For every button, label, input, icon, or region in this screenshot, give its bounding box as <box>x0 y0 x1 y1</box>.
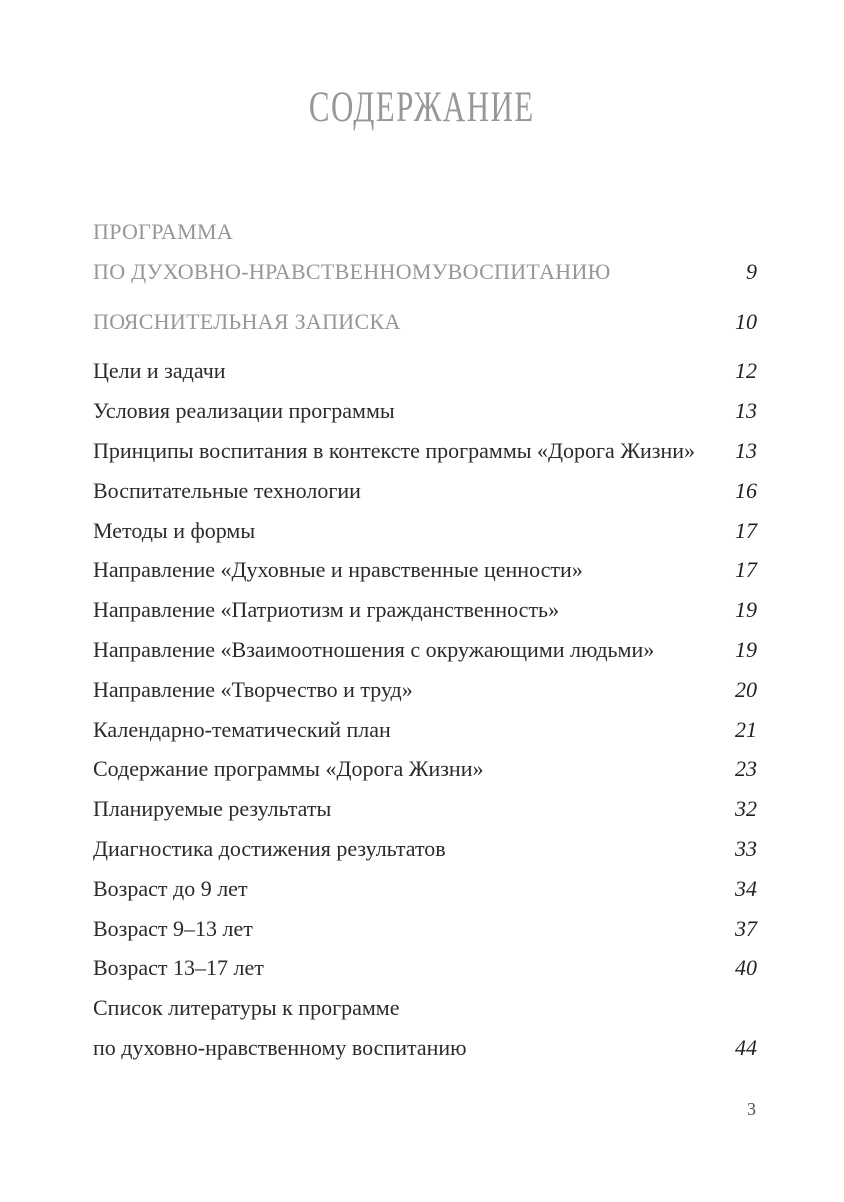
toc-entry-page: 17 <box>735 557 757 583</box>
toc-entry-page: 12 <box>735 358 757 384</box>
toc-entry <box>93 252 757 292</box>
toc-entry <box>93 829 757 869</box>
toc-entry-label: Условия реализации программы <box>93 398 395 424</box>
toc-entry <box>93 749 757 789</box>
toc-entry-page: 20 <box>735 676 757 702</box>
toc-entry <box>93 590 757 630</box>
toc-entry <box>93 1028 757 1068</box>
toc-entry-label: Направление «Патриотизм и гражданственность» <box>93 597 560 623</box>
toc-entry <box>93 511 757 551</box>
toc-entry-page: 44 <box>735 1034 757 1060</box>
toc-entry <box>93 471 757 511</box>
toc-entry <box>93 869 757 909</box>
toc-entry-page: 40 <box>735 955 757 981</box>
toc-entry <box>93 431 757 471</box>
toc-entry-page: 13 <box>735 398 757 424</box>
toc-entry <box>93 789 757 829</box>
page-title <box>0 0 844 134</box>
toc-entry <box>93 391 757 431</box>
toc-entry-page: 16 <box>735 477 757 503</box>
toc-entry <box>93 988 757 1028</box>
toc-entry-label: Направление «Духовные и нравственные ценности» <box>93 557 583 583</box>
toc-entry <box>93 351 757 391</box>
footer-page-number: 3 <box>747 1099 756 1119</box>
toc-entry-page: 21 <box>735 716 757 742</box>
toc-entry-page: 19 <box>735 636 757 662</box>
toc-entry-page: 10 <box>735 308 757 334</box>
toc-entry-label: Планируемые результаты <box>93 796 332 822</box>
toc-entry <box>93 630 757 670</box>
toc-entry <box>93 550 757 590</box>
toc-entry-label: по духовно-нравственному воспитанию <box>93 1034 467 1060</box>
toc-entry-label: ПОЯСНИТЕЛЬНАЯ ЗАПИСКА <box>93 308 401 334</box>
toc-entry-page: 34 <box>735 875 757 901</box>
toc-entry <box>93 302 757 342</box>
toc-entry-label: Направление «Творчество и труд» <box>93 676 413 702</box>
toc-entry-label: Принципы воспитания в контексте программы «Дорога Жизни» <box>93 437 696 463</box>
toc-entry-page: 9 <box>746 258 757 284</box>
toc-entry-page: 23 <box>735 756 757 782</box>
toc-entry-page: 32 <box>735 796 757 822</box>
toc-entry-page: 13 <box>735 437 757 463</box>
toc-entry-label: Содержание программы «Дорога Жизни» <box>93 756 484 782</box>
toc-entry-label: Направление «Взаимоотношения с окружающими людьми» <box>93 636 655 662</box>
toc-list <box>93 212 757 1068</box>
toc-entry-label: Воспитательные технологии <box>93 477 361 503</box>
toc-entry-label: Календарно-тематический план <box>93 716 391 742</box>
toc-entry-label: ПО ДУХОВНО-НРАВСТВЕННОМУВОСПИТАНИЮ <box>93 258 611 284</box>
toc-entry-page: 33 <box>735 835 757 861</box>
toc-entry-label: Цели и задачи <box>93 358 226 384</box>
toc-entry-label: Возраст 13–17 лет <box>93 955 264 981</box>
toc-entry-page: 37 <box>735 915 757 941</box>
toc-entry <box>93 212 757 252</box>
toc-entry <box>93 948 757 988</box>
toc-entry-page: 19 <box>735 597 757 623</box>
toc-entry-label: ПРОГРАММА <box>93 219 234 244</box>
toc-entry <box>93 710 757 750</box>
toc-entry <box>93 670 757 710</box>
page-title-text: СОДЕРЖАНИЕ <box>309 84 535 131</box>
toc-entry <box>93 909 757 949</box>
toc-entry-label: Возраст до 9 лет <box>93 875 248 901</box>
toc-entry-page: 17 <box>735 517 757 543</box>
toc-entry-label: Возраст 9–13 лет <box>93 915 253 941</box>
toc-entry-label: Диагностика достижения результатов <box>93 835 446 861</box>
toc-entry-label: Список литературы к программе <box>93 995 400 1021</box>
toc-entry-label: Методы и формы <box>93 517 256 543</box>
